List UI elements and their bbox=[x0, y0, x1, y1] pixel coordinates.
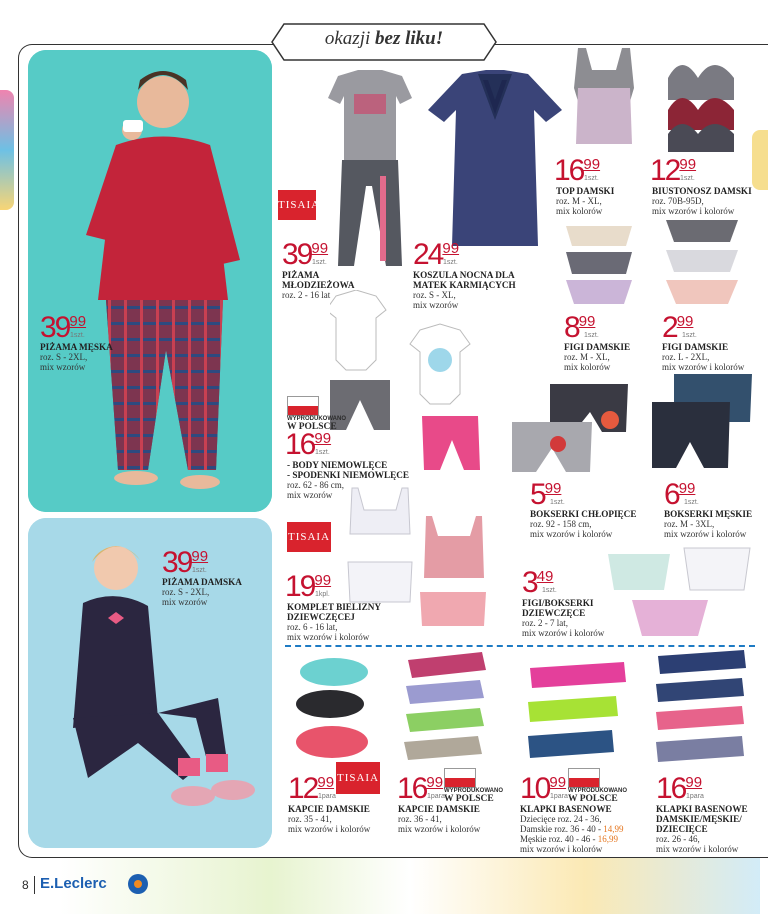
made-in-poland-klapki bbox=[568, 768, 627, 804]
desc-bokserki-chl: roz. 92 - 158 cm, mix wzorów i kolorów bbox=[530, 519, 613, 539]
name-pizama-damska: PIŻAMA DAMSKA bbox=[162, 577, 242, 587]
top-image bbox=[572, 48, 636, 146]
mens-boxers-image bbox=[650, 372, 754, 472]
tisaia-badge-kapcie: TISAIA bbox=[336, 762, 380, 794]
flag-text: W POLSCE bbox=[287, 422, 337, 432]
desc-biustonosz: roz. 70B-95D, mix wzorów i kolorów bbox=[652, 196, 735, 216]
name-klapki-2: KLAPKI BASENOWE DAMSKIE/MĘSKIE/ DZIECIĘCE bbox=[656, 804, 748, 834]
name-koszula: KOSZULA NOCNA DLA MATEK KARMIĄCYCH bbox=[413, 270, 516, 290]
page-number: 8 bbox=[22, 878, 29, 892]
desc-figi-bokserki: roz. 2 - 7 lat, mix wzorów i kolorów bbox=[522, 618, 605, 638]
made-in-poland-kapcie bbox=[444, 768, 503, 804]
price-bokserki-m: 699 1szt. bbox=[664, 478, 699, 511]
name-klapki: KLAPKI BASENOWE bbox=[520, 804, 612, 814]
price-figi-bokserki: 349 1szt. bbox=[522, 566, 557, 599]
price-bokserki-chl: 599 1szt. bbox=[530, 478, 565, 511]
briefs-image-2 bbox=[664, 214, 740, 308]
name-bokserki-chl: BOKSERKI CHŁOPIĘCE bbox=[530, 509, 637, 519]
name-bokserki-m: BOKSERKI MĘSKIE bbox=[664, 509, 753, 519]
name-figi-2: FIGI DAMSKIE bbox=[662, 342, 729, 352]
poland-flag-icon bbox=[444, 768, 476, 788]
womens-pajama-photo bbox=[28, 518, 272, 848]
girls-briefs-image bbox=[604, 540, 754, 640]
price-klapki-2: 1699 1para bbox=[656, 772, 704, 805]
desc-figi-1: roz. M - XL, mix kolorów bbox=[564, 352, 611, 372]
banner-text: okazji bez liku! bbox=[324, 28, 444, 49]
price-kapcie-2: 1699 1para bbox=[397, 772, 445, 805]
price-biustonosz: 1299 1szt. bbox=[650, 154, 697, 187]
price-kapcie-1: 1299 1para bbox=[288, 772, 336, 805]
poland-flag-icon bbox=[287, 396, 319, 416]
name-figi-1: FIGI DAMSKIE bbox=[564, 342, 631, 352]
name-kapcie-1: KAPCIE DAMSKIE bbox=[288, 804, 370, 814]
bra-image bbox=[664, 48, 738, 152]
flag-label: WYPRODUKOWANO bbox=[568, 788, 627, 794]
desc-pizama-meska: roz. S - 2XL, mix wzorów bbox=[40, 352, 88, 372]
price-klapki: 1099 1para bbox=[520, 772, 568, 805]
baby-body-image bbox=[330, 290, 490, 480]
desc-kapcie-1: roz. 35 - 41, mix wzorów i kolorów bbox=[288, 814, 371, 834]
tisaia-badge-komplet: TISAIA bbox=[287, 522, 331, 552]
footer-divider bbox=[34, 876, 35, 894]
desc-figi-2: roz. L - 2XL, mix wzorów i kolorów bbox=[662, 352, 745, 372]
pool-slides-image-1 bbox=[520, 660, 630, 762]
nightgown-image bbox=[428, 70, 562, 248]
made-in-poland-body bbox=[287, 396, 346, 432]
desc-klapki: Dziecięce roz. 24 - 36, Damskie roz. 36 - 40 - 14,99 Męskie roz. 40 - 46 - 16,99 mix wzorów i kolorów bbox=[520, 814, 624, 854]
name-body: - BODY NIEMOWLĘCE - SPODENKI NIEMOWLĘCE bbox=[287, 460, 410, 480]
name-biustonosz: BIUSTONOSZ DAMSKI bbox=[652, 186, 752, 196]
desc-komplet: roz. 6 - 16 lat, mix wzorów i kolorów bbox=[287, 622, 370, 642]
price-pizama-meska: 3999 1szt. bbox=[40, 311, 87, 344]
slippers-image-1 bbox=[290, 652, 374, 762]
tisaia-badge-youth: TISAIA bbox=[278, 190, 316, 220]
flag-text: W POLSCE bbox=[444, 794, 494, 804]
brand-logo-icon-inner bbox=[134, 880, 142, 888]
desc-pizama-damska: roz. S - 2XL, mix wzorów bbox=[162, 587, 210, 607]
flag-label: WYPRODUKOWANO bbox=[287, 416, 346, 422]
price-koszula: 2499 1szt. bbox=[413, 238, 460, 271]
youth-pajama-image bbox=[328, 66, 412, 280]
name-figi-bokserki: FIGI/BOKSERKI DZIEWCZĘCE bbox=[522, 598, 594, 618]
desc-bokserki-m: roz. M - 3XL, mix wzorów i kolorów bbox=[664, 519, 747, 539]
flag-text: W POLSCE bbox=[568, 794, 618, 804]
desc-klapki-2: roz. 26 - 46, mix wzorów i kolorów bbox=[656, 834, 739, 854]
name-komplet: KOMPLET BIELIZNY DZIEWCZĘCEJ bbox=[287, 602, 382, 622]
price-figi-2: 299 1szt. bbox=[662, 311, 697, 344]
desc-pizama-mlodziezowa: roz. 2 - 16 lat bbox=[282, 290, 331, 300]
briefs-image-1 bbox=[564, 222, 634, 308]
desc-koszula: roz. S - XL, mix wzorów bbox=[413, 290, 459, 310]
paint-splash-left bbox=[0, 90, 14, 210]
price-top: 1699 1szt. bbox=[554, 154, 601, 187]
mens-pajama-photo bbox=[28, 50, 272, 512]
slippers-image-2 bbox=[398, 650, 490, 766]
price-figi-1: 899 1szt. bbox=[564, 311, 599, 344]
pool-slides-image-2 bbox=[650, 648, 750, 772]
name-kapcie-2: KAPCIE DAMSKIE bbox=[398, 804, 480, 814]
name-top: TOP DAMSKI bbox=[556, 186, 615, 196]
name-pizama-meska: PIŻAMA MĘSKA bbox=[40, 342, 113, 352]
price-body: 1699 1szt. bbox=[285, 428, 332, 461]
paint-splash-bottom bbox=[60, 858, 760, 914]
price-pizama-damska: 3999 1szt. bbox=[162, 546, 209, 579]
poland-flag-icon bbox=[568, 768, 600, 788]
brand-logo-text: E.Leclerc bbox=[40, 875, 107, 892]
section-divider bbox=[285, 645, 755, 647]
flag-label: WYPRODUKOWANO bbox=[444, 788, 503, 794]
price-pizama-mlodziezowa: 3999 1szt. bbox=[282, 238, 329, 271]
price-komplet: 1999 1kpl. bbox=[285, 570, 332, 603]
boys-boxers-image bbox=[510, 382, 632, 474]
desc-kapcie-2: roz. 36 - 41, mix wzorów i kolorów bbox=[398, 814, 481, 834]
desc-top: roz. M - XL, mix kolorów bbox=[556, 196, 603, 216]
desc-body: roz. 62 - 86 cm, mix wzorów bbox=[287, 480, 344, 500]
name-pizama-mlodziezowa: PIŻAMA MŁODZIEŻOWA bbox=[282, 270, 355, 290]
